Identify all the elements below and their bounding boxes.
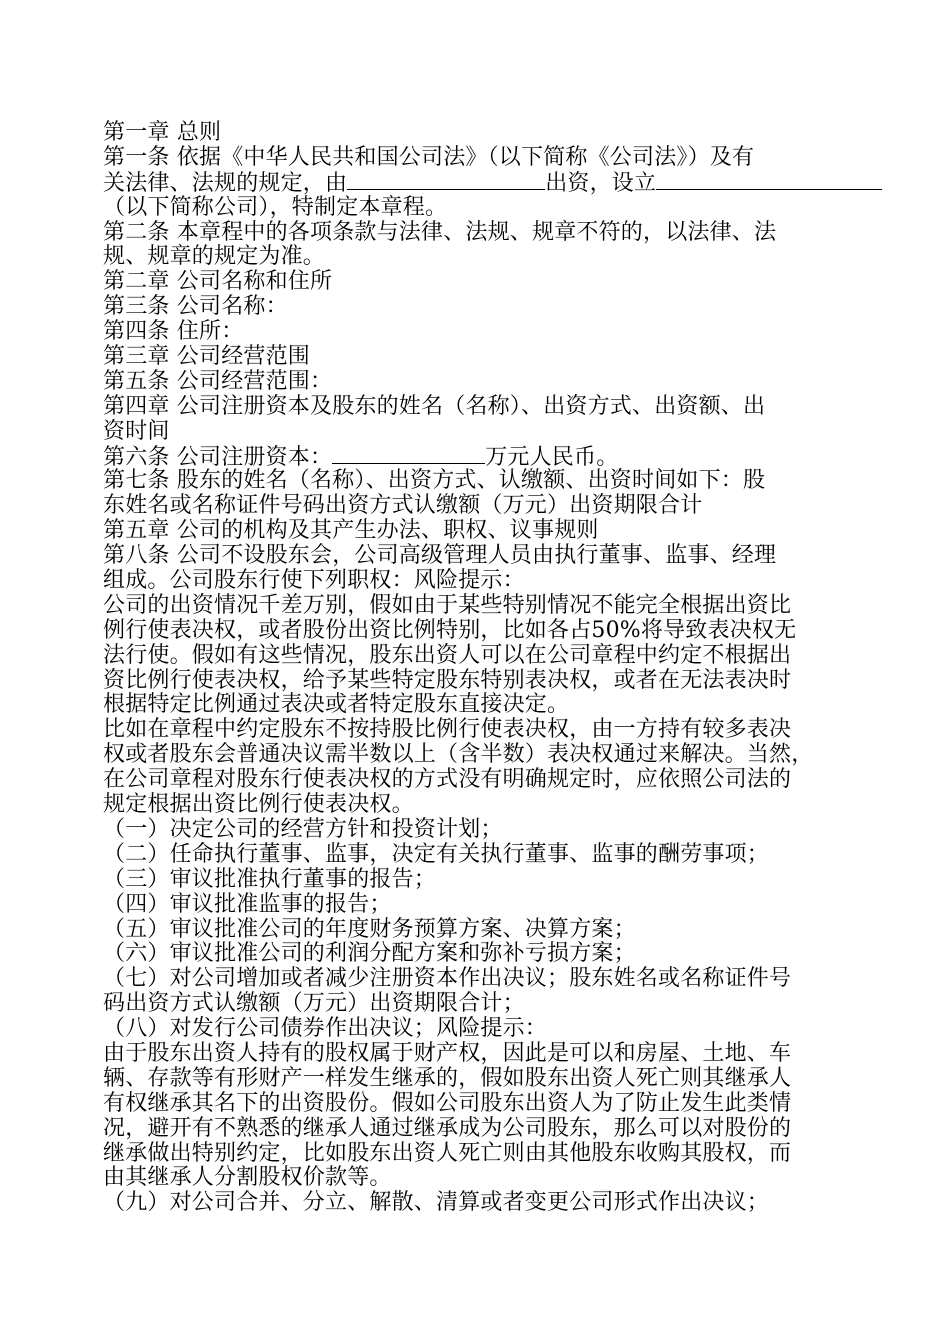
risk-note-3-line-5: 继承做出特别约定，比如股东出资人死亡则由其他股东收购其股权，而	[103, 1140, 792, 1166]
article-8-line-2: 组成。公司股东行使下列职权：风险提示：	[103, 568, 525, 594]
article-6	[103, 445, 863, 470]
article-7-line-2: 东姓名或名称证件号码出资方式认缴额（万元）出资期限合计	[103, 493, 703, 519]
power-item-2: （二）任命执行董事、监事，决定有关执行董事、监事的酬劳事项；	[103, 841, 770, 867]
power-item-5: （五）审议批准公司的年度财务预算方案、决算方案；	[103, 916, 636, 942]
power-item-4: （四）审议批准监事的报告；	[103, 891, 392, 917]
risk-note-1-line-5: 根据特定比例通过表决或者特定股东直接决定。	[103, 692, 570, 718]
article-1-line-1: 第一条 依据《中华人民共和国公司法》（以下简称《公司法》）及有	[103, 144, 755, 170]
article-3: 第三条 公司名称：	[103, 294, 288, 320]
power-item-1: （一）决定公司的经营方针和投资计划；	[103, 816, 503, 842]
article-4: 第四条 住所：	[103, 319, 244, 345]
article-8-line-1: 第八条 公司不设股东会，公司高级管理人员由执行董事、监事、经理	[103, 543, 777, 569]
power-item-9: （九）对公司合并、分立、解散、清算或者变更公司形式作出决议；	[103, 1190, 770, 1216]
document-body	[103, 121, 863, 1216]
risk-note-3-line-2: 辆、存款等有形财产一样发生继承的，假如股东出资人死亡则其继承人	[103, 1065, 792, 1091]
risk-note-3-line-6: 由其继承人分割股权价款等。	[103, 1165, 392, 1191]
risk-note-3-line-3: 有权继承其名下的出资股份。假如公司股东出资人为了防止发生此类情	[103, 1090, 792, 1116]
risk-note-1-line-4: 资比例行使表决权，给予某些特定股东特别表决权，或者在无法表决时	[103, 667, 792, 693]
company-blank	[656, 171, 882, 190]
article-1-text-b: 出资，设立	[545, 170, 657, 196]
chapter-4-heading-line-1: 第四章 公司注册资本及股东的姓名（名称）、出资方式、出资额、出	[103, 393, 766, 419]
article-1-line-3: （以下简称公司），特制定本章程。	[103, 194, 448, 220]
risk-note-2-line-1: 比如在章程中约定股东不按持股比例行使表决权，由一方持有较多表决	[103, 717, 792, 743]
chapter-5-heading: 第五章 公司的机构及其产生办法、职权、议事规则	[103, 518, 599, 544]
article-7-line-1: 第七条 股东的姓名（名称）、出资方式、认缴额、出资时间如下：股	[103, 468, 766, 494]
chapter-4-heading-line-2: 资时间	[103, 418, 170, 444]
chapter-3-heading: 第三章 公司经营范围	[103, 344, 310, 370]
power-item-6: （六）审议批准公司的利润分配方案和弥补亏损方案；	[103, 941, 636, 967]
risk-note-2-line-3: 在公司章程对股东行使表决权的方式没有明确规定时，应依照公司法的	[103, 767, 792, 793]
chapter-2-heading: 第二章 公司名称和住所	[103, 269, 333, 295]
power-item-8: （八）对发行公司债券作出决议；风险提示：	[103, 1016, 548, 1042]
power-item-7-line-2: 码出资方式认缴额（万元）出资期限合计；	[103, 991, 525, 1017]
risk-note-3-line-4: 况，避开有不熟悉的继承人通过继承成为公司股东，那么可以对股份的	[103, 1115, 792, 1141]
article-5: 第五条 公司经营范围：	[103, 368, 333, 394]
power-item-7-line-1: （七）对公司增加或者减少注册资本作出决议；股东姓名或名称证件号	[103, 966, 792, 992]
risk-note-2-line-4: 规定根据出资比例行使表决权。	[103, 792, 414, 818]
chapter-1-heading: 第一章 总则	[103, 120, 222, 145]
power-item-3: （三）审议批准执行董事的报告；	[103, 866, 437, 892]
article-2-line-1: 第二条 本章程中的各项条款与法律、法规、规章不符的，以法律、法	[103, 219, 777, 245]
article-1-line-2	[103, 171, 863, 196]
article-6-text-a: 第六条 公司注册资本：	[103, 444, 333, 470]
risk-note-3-line-1: 由于股东出资人持有的股权属于财产权，因此是可以和房屋、土地、车	[103, 1040, 792, 1066]
article-1-text-a: 关法律、法规的规定，由	[103, 170, 348, 196]
risk-note-1-line-3: 法行使。假如有这些情况，股东出资人可以在公司章程中约定不根据出	[103, 642, 792, 668]
risk-note-1-line-1: 公司的出资情况千差万别，假如由于某些特别情况不能完全根据出资比	[103, 592, 792, 618]
capital-blank	[332, 445, 485, 464]
article-2-line-2: 规、规章的规定为准。	[103, 244, 326, 270]
investor-blank	[347, 171, 545, 190]
risk-note-2-line-2: 权或者股东会普通决议需半数以上（含半数）表决权通过来解决。当然，	[103, 742, 814, 768]
article-6-text-b: 万元人民币。	[485, 444, 619, 470]
risk-note-1-line-2: 例行使表决权，或者股份出资比例特别，比如各占50%将导致表决权无	[103, 617, 797, 643]
